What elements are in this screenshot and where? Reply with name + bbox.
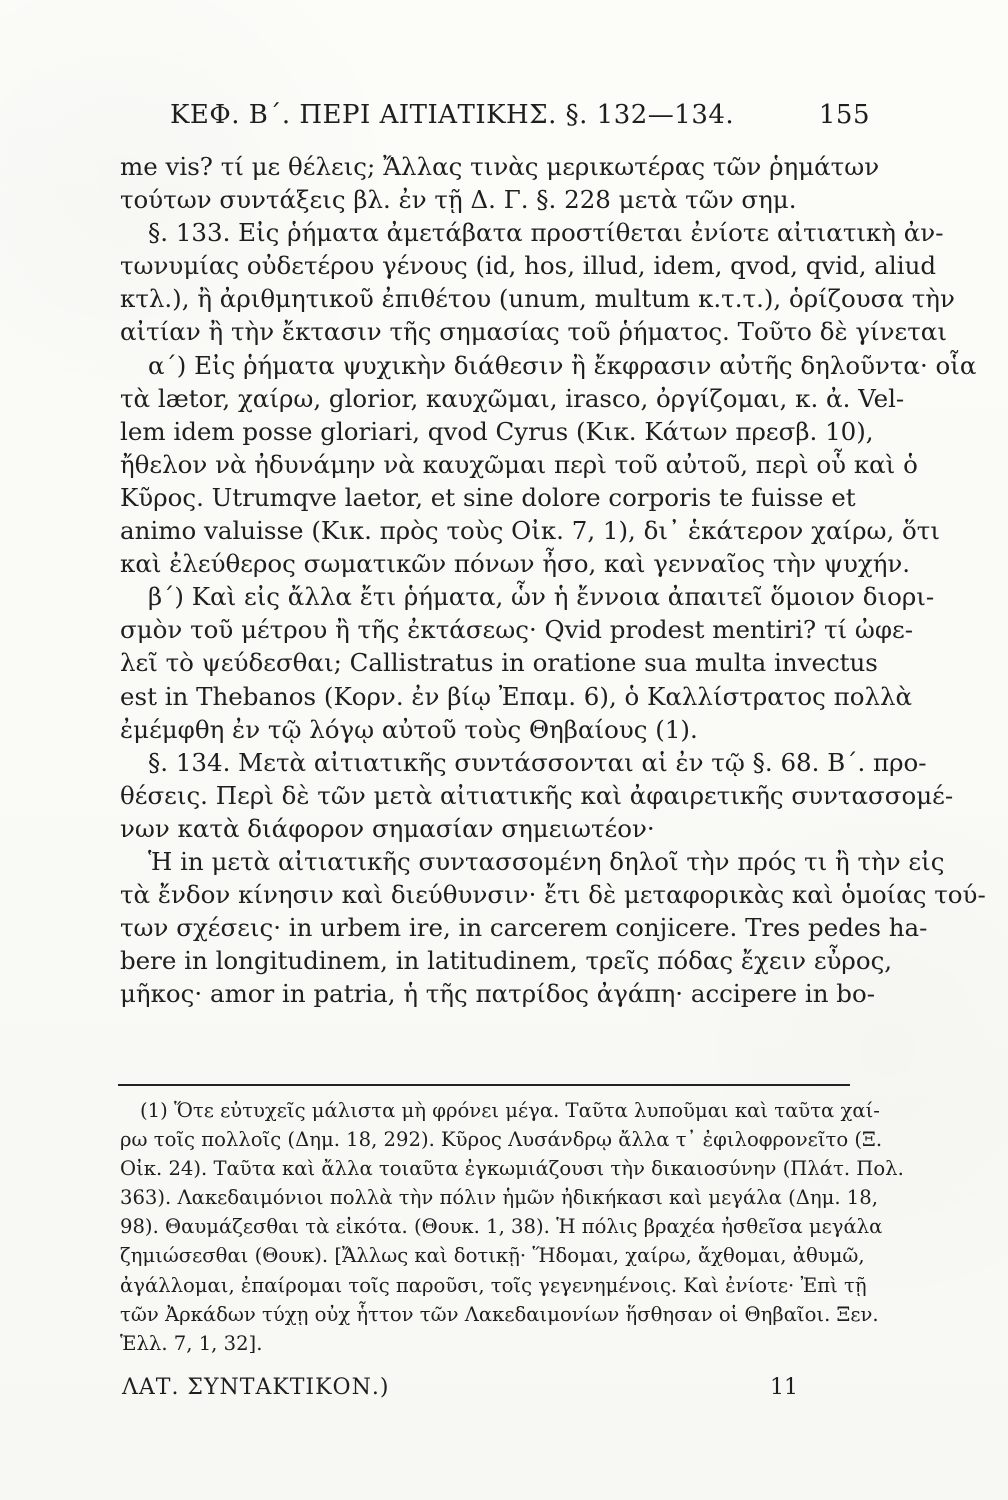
footnote-line-4: 363). Λακεδαιμόνιοι πολλὰ τὴν πόλιν ἡμῶν ἠδικήκασι καὶ μεγάλα (Δημ. 18, (120, 1186, 878, 1210)
text-line-15: σμὸν τοῦ μέτρου ἢ τῆς ἐκτάσεως· Qvid prodest mentiri? τί ὠφε- (120, 615, 914, 645)
text-line-22: Ἡ in μετὰ αἰτιατικῆς συντασσομένη δηλοῖ τὴν πρός τι ἢ τὴν εἰς (148, 846, 945, 876)
text-line-7: α΄) Εἰς ῥήματα ψυχικὴν διάθεσιν ἢ ἔκφρασιν αὐτῆς δηλοῦντα· οἷα (148, 350, 977, 380)
text-line-11: Κῦρος. Utrumqve laetor, et sine dolore corporis te fuisse et (120, 482, 856, 512)
footnote-line-7: ἀγάλλομαι, ἐπαίρομαι τοῖς παροῦσι, τοῖς γεγενημένοις. Καὶ ἐνίοτε· Ἐπὶ τῇ (120, 1273, 867, 1297)
text-line-1: me vis? τί με θέλεις; Ἄλλας τινὰς μερικωτέρας τῶν ῥημάτων (120, 152, 880, 181)
text-line-2: τούτων συντάξεις βλ. ἐν τῇ Δ. Γ. §. 228 μετὰ τῶν σημ. (120, 185, 797, 215)
footnote-line-1: (1) Ὅτε εὐτυχεῖς μάλιστα μὴ φρόνει μέγα. Ταῦτα λυποῦμαι καὶ ταῦτα χαί- (140, 1099, 880, 1122)
text-line-10: ἤθελον νὰ ἠδυνάμην νὰ καυχῶμαι περὶ τοῦ αὐτοῦ, περὶ οὗ καὶ ὁ (120, 449, 918, 479)
footnotes-section (120, 1096, 904, 1358)
text-line-13: καὶ ἐλεύθερος σωματικῶν πόνων ἦσο, καὶ γενναῖος τὴν ψυχήν. (120, 549, 911, 579)
footnote-line-5: 98). Θαυμάζεσθαι τὰ εἰκότα. (Θουκ. 1, 38). Ἡ πόλις βραχέα ἠσθεῖσα μεγάλα (120, 1215, 883, 1239)
footnote-line-9: Ἑλλ. 7, 1, 32]. (120, 1331, 263, 1355)
signature-label: ΛΑΤ. ΣΥΝΤΑΚΤΙΚΟΝ.) (122, 1375, 390, 1400)
text-line-25: bere in longitudinem, in latitudinem, τρεῖς πόδας ἔχειν εὖρος, (120, 946, 893, 976)
page-number: 155 (818, 100, 870, 130)
footnote-line-8: τῶν Ἀρκάδων τύχῃ οὐχ ἧττον τῶν Λακεδαιμονίων ἥσθησαν οἱ Θηβαῖοι. Ξεν. (120, 1302, 879, 1326)
footnote-line-6: ζημιώσεσθαι (Θουκ). [Ἄλλως καὶ δοτικῇ· Ἥδομαι, χαίρω, ἄχθομαι, ἀθυμῶ, (120, 1244, 865, 1268)
text-line-18: ἐμέμφθη ἐν τῷ λόγῳ αὐτοῦ τοὺς Θηβαίους (1). (120, 714, 698, 744)
main-text-body (120, 150, 986, 1010)
text-line-3: §. 133. Εἰς ῥήματα ἀμετάβατα προστίθεται ἐνίοτε αἰτιατικὴ ἀν- (148, 218, 944, 248)
text-line-8: τὰ lætor, χαίρω, glorior, καυχῶμαι, irasco, ὀργίζομαι, κ. ἀ. Vel- (120, 383, 905, 413)
text-line-4: τωνυμίας οὐδετέρου γένους (id, hos, illud, idem, qvod, qvid, aliud (120, 251, 937, 281)
text-line-17: est in Thebanos (Κορν. ἐν βίῳ Ἐπαμ. 6), ὁ Καλλίστρατος πολλὰ (120, 681, 913, 711)
footnote-line-3: Οἰκ. 24). Ταῦτα καὶ ἄλλα τοιαῦτα ἐγκωμιάζουσι τὴν δικαιοσύνην (Πλάτ. Πολ. (120, 1157, 904, 1181)
text-line-21: νων κατὰ διάφορον σημασίαν σημειωτέον· (120, 813, 655, 843)
running-head (170, 102, 870, 138)
chapter-title: ΚΕΦ. Β΄. ΠΕΡΙ ΑΙΤΙΑΤΙΚΗΣ. §. 132—134. (170, 100, 735, 130)
signature-number: 11 (770, 1375, 798, 1400)
text-line-14: β΄) Καὶ εἰς ἄλλα ἔτι ῥήματα, ὧν ἡ ἔννοια ἀπαιτεῖ ὅμοιον διορι- (148, 582, 935, 612)
footnote-line-2: ρω τοῖς πολλοῖς (Δημ. 18, 292). Κῦρος Λυσάνδρῳ ἄλλα τ᾽ ἐφιλοφρονεῖτο (Ξ. (120, 1128, 883, 1152)
footnote-separator (118, 1084, 850, 1086)
text-line-26: μῆκος· amor in patria, ἡ τῆς πατρίδος ἀγάπη· accipere in bo- (120, 979, 876, 1009)
text-line-19: §. 134. Μετὰ αἰτιατικῆς συντάσσονται αἱ ἐν τῷ §. 68. Β΄. προ- (148, 747, 927, 777)
text-line-9: lem idem posse gloriari, qvod Cyrus (Κικ. Κάτων πρεσβ. 10), (120, 416, 874, 446)
text-line-12: animo valuisse (Κικ. πρὸς τοὺς Οἰκ. 7, 1), δι᾽ ἑκάτερον χαίρω, ὅτι (120, 516, 940, 546)
text-line-23: τὰ ἔνδον κίνησιν καὶ διεύθυνσιν· ἔτι δὲ μεταφορικὰς καὶ ὁμοίας τού- (120, 880, 986, 910)
text-line-6: αἰτίαν ἢ τὴν ἔκτασιν τῆς σημασίας τοῦ ῥήματος. Τοῦτο δὲ γίνεται (120, 317, 947, 347)
text-line-16: λεῖ τὸ ψεύδεσθαι; Callistratus in oratione sua multa invectus (120, 648, 878, 678)
text-line-5: κτλ.), ἢ ἀριθμητικοῦ ἐπιθέτου (unum, multum κ.τ.τ.), ὁρίζουσα τὴν (120, 284, 955, 314)
text-line-24: των σχέσεις· in urbem ire, in carcerem conjicere. Tres pedes ha- (120, 913, 928, 943)
text-line-20: θέσεις. Περὶ δὲ τῶν μετὰ αἰτιατικῆς καὶ ἀφαιρετικῆς συντασσομέ- (120, 780, 954, 810)
